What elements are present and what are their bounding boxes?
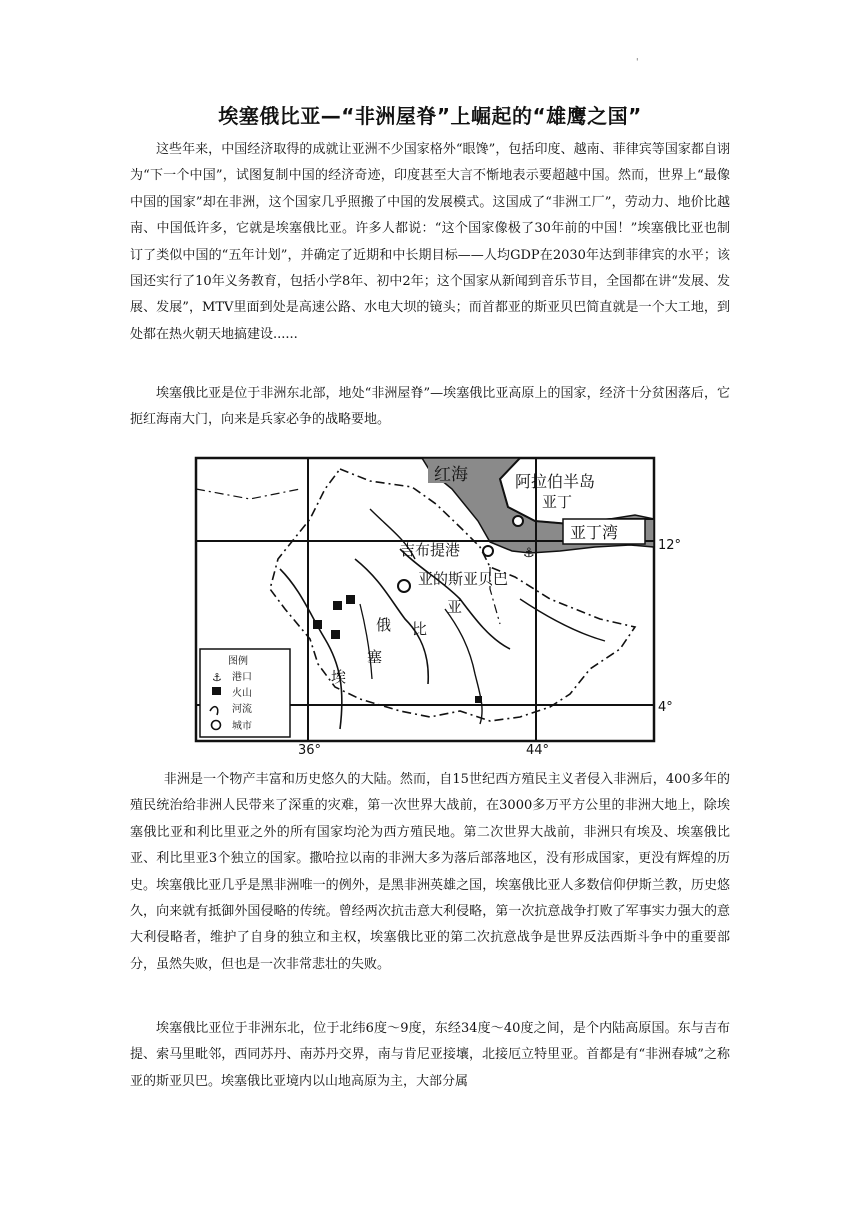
legend-volcano-label: 火山 — [232, 688, 252, 699]
paragraph-intro: 这些年来，中国经济取得的成就让亚洲不少国家格外“眼馋”，包括印度、越南、菲律宾等国家都自诩为“下一个中国”，试图复制中国的经济奇迹，印度甚至大言不惭地表示要超越中国。然而，世界上“最像中国的国家”却在非洲，这个国家几乎照搬了中国的发展模式。这国成了“非洲工厂”，劳动力、地价比越南、中国低许多，它就是埃塞俄比亚。许多人都说：“这个国家像极了30年前的中国！”埃塞俄比亚也制订了类似中国的“五年计划”，并确定了近期和中长期目标——人均GDP在2030年达到菲律宾的水平；该国还实行了10年义务教育，包括小学8年、初中2年；这个国家从新闻到音乐节目，全国都在讲“发展、发展、发展”，MTV里面到处是高速公路、水电大坝的镜头；而首都亚的斯亚贝巴简直就是一个大工地，到处都在热火朝天地搞建设...... — [130, 142, 730, 342]
ethiopia-map — [190, 449, 698, 757]
addis-city-icon — [398, 580, 410, 592]
city-circle-icon — [212, 721, 221, 730]
anchor-icon: ⚓ — [212, 671, 222, 684]
djibouti-city-icon — [483, 546, 493, 556]
country-char-ya: 亚 — [447, 598, 463, 616]
lat-label-12: 12° — [658, 538, 682, 553]
arabian-peninsula-label: 阿拉伯半岛 — [515, 472, 596, 491]
red-sea-label: 红海 — [434, 465, 468, 485]
country-char-e: 俄 — [376, 616, 392, 634]
paragraph-history: 非洲是一个物产丰富和历史悠久的大陆。然而，自15世纪西方殖民主义者侵入非洲后，400多年的殖民统治给非洲人民带来了深重的灾难，第一次世界大战前，在3000多万平方公里的非洲大地上，除埃塞俄比亚和利比里亚之外的所有国家均沦为西方殖民地。第二次世界大战前，非洲只有埃及、埃塞俄比亚、利比里亚3个独立的国家。撒哈拉以南的非洲大多为落后部落地区，没有形成国家，更没有辉煌的历史。埃塞俄比亚几乎是黑非洲唯一的例外，是黑非洲英雄之国，埃塞俄比亚人多数信仰伊斯兰教，历史悠久，向来就有抵御外国侵略的传统。曾经两次抗击意大利侵略，第一次抗意战争打败了军事实力强大的意大利侵略者，维护了自身的独立和主权，埃塞俄比亚的第二次抗意战争是世界反法西斯斗争中的重要部分，虽然失败，但也是一次非常悲壮的失败。 — [130, 772, 730, 972]
page-title: 埃塞俄比亚—“非洲屋脊”上崛起的“雄鹰之国” — [218, 104, 642, 128]
map-legend — [200, 649, 290, 737]
legend-river-label: 河流 — [232, 704, 252, 715]
lon-label-36: 36° — [298, 743, 322, 757]
aden-city-icon — [513, 516, 523, 526]
addis-ababa-label: 亚的斯亚贝巴 — [418, 570, 509, 588]
country-char-sai: 塞 — [367, 648, 383, 666]
legend-port-label: 港口 — [232, 672, 252, 683]
aden-label: 亚丁 — [542, 493, 573, 511]
gulf-of-aden-label: 亚丁湾 — [570, 523, 619, 542]
legend-title: 图例 — [228, 656, 248, 667]
lon-label-44: 44° — [526, 743, 550, 757]
paragraph-location: 埃塞俄比亚是位于非洲东北部，地处“非洲屋脊”—埃塞俄比亚高原上的国家，经济十分贫困落后，它扼红海南大门，向来是兵家必争的战略要地。 — [130, 386, 730, 428]
legend-city-label: 城市 — [232, 721, 252, 732]
paragraph-geography: 埃塞俄比亚位于非洲东北，位于北纬6度～9度，东经34度～40度之间，是个内陆高原国。东与吉布提、索马里毗邻，西同苏丹、南苏丹交界，南与肯尼亚接壤，北接厄立特里亚。首都是有“非洲春城”之称亚的斯亚贝巴。埃塞俄比亚境内以山地高原为主，大部分属 — [130, 1021, 730, 1089]
djibouti-label: 吉布提港 — [400, 541, 461, 559]
page-mark: ' — [636, 58, 639, 68]
volcano-icon — [212, 687, 221, 695]
djibouti-anchor-icon: ⚓ — [523, 546, 535, 561]
lat-label-4: 4° — [658, 700, 673, 715]
country-char-ai: 埃 — [331, 668, 347, 686]
country-char-bi: 比 — [412, 620, 428, 638]
